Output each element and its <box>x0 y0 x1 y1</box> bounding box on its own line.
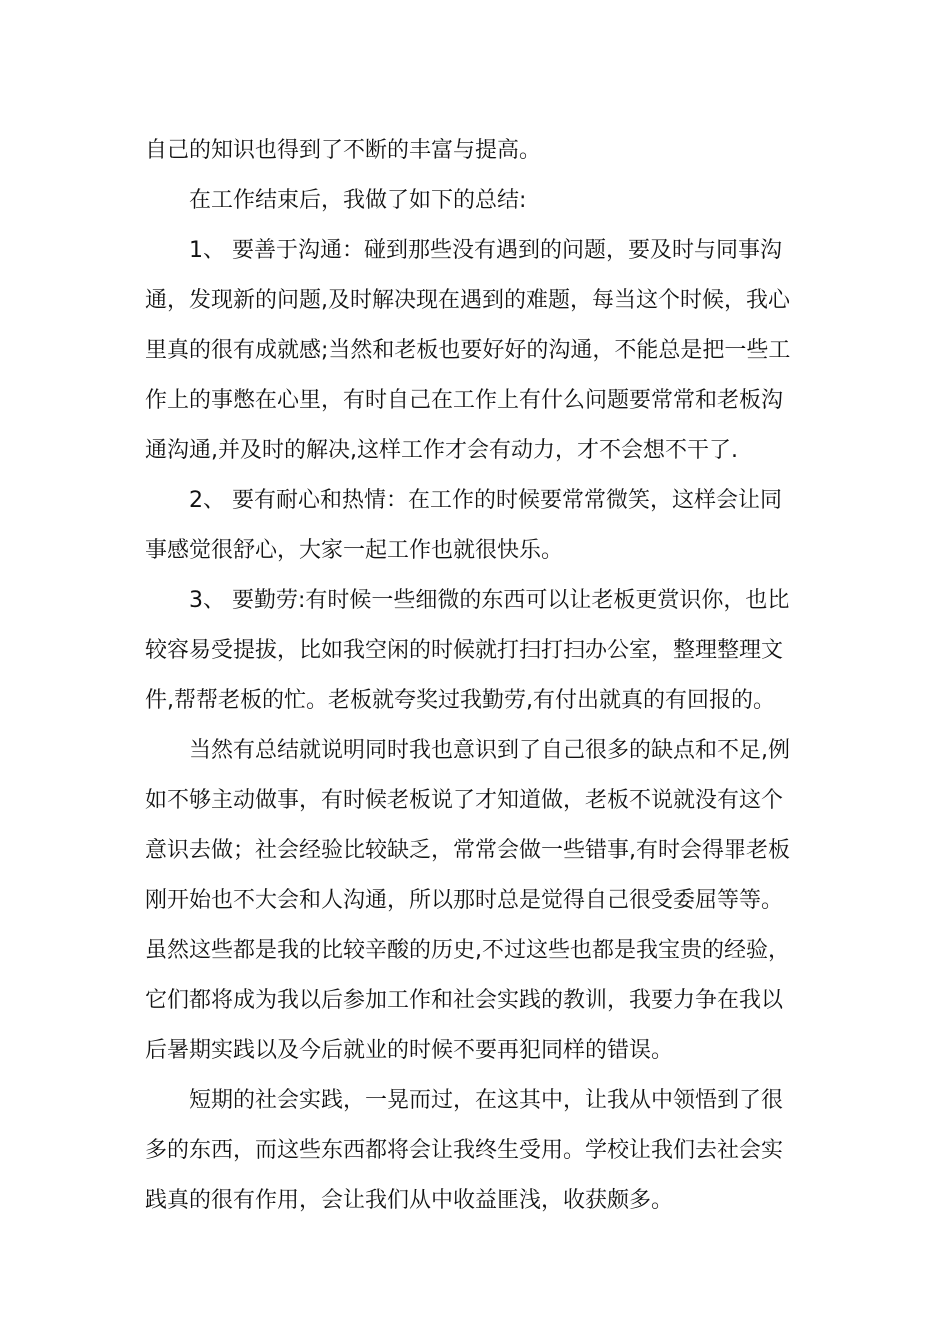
text-line: 如不够主动做事，有时候老板说了才知道做，老板不说就没有这个 <box>145 788 784 813</box>
text-line: 在工作结束后，我做了如下的总结: <box>189 188 527 213</box>
text-line: 短期的社会实践，一晃而过，在这其中，让我从中领悟到了很 <box>189 1088 784 1113</box>
text-line: 通沟通,并及时的解决,这样工作才会有动力，才不会想不干了. <box>145 438 738 463</box>
text-line: 后暑期实践以及今后就业的时候不要再犯同样的错误。 <box>145 1038 674 1063</box>
text-line: 3、 要勤劳:有时候一些细微的东西可以让老板更赏识你，也比 <box>189 588 790 613</box>
text-line: 里真的很有成就感;当然和老板也要好好的沟通，不能总是把一些工 <box>145 338 791 363</box>
text-line: 多的东西，而这些东西都将会让我终生受用。学校让我们去社会实 <box>145 1138 784 1163</box>
text-line: 2、 要有耐心和热情：在工作的时候要常常微笑，这样会让同 <box>189 488 782 513</box>
text-line: 当然有总结就说明同时我也意识到了自己很多的缺点和不足,例 <box>189 738 790 763</box>
text-line: 自己的知识也得到了不断的丰富与提高。 <box>145 138 542 163</box>
text-line: 作上的事憋在心里，有时自己在工作上有什么问题要常常和老板沟 <box>145 388 784 413</box>
text-line: 刚开始也不大会和人沟通，所以那时总是觉得自己很受委屈等等。 <box>145 888 784 913</box>
text-line: 它们都将成为我以后参加工作和社会实践的教训，我要力争在我以 <box>145 988 784 1013</box>
text-line: 通，发现新的问题,及时解决现在遇到的难题，每当这个时候，我心 <box>145 288 790 313</box>
text-line: 件,帮帮老板的忙。老板就夸奖过我勤劳,有付出就真的有回报的。 <box>145 688 775 713</box>
text-line: 事感觉很舒心，大家一起工作也就很快乐。 <box>145 538 564 563</box>
text-line: 虽然这些都是我的比较辛酸的历史,不过这些也都是我宝贵的经验， <box>145 938 790 963</box>
text-line: 较容易受提拔，比如我空闲的时候就打扫打扫办公室，整理整理文 <box>145 638 784 663</box>
text-line: 1、 要善于沟通：碰到那些没有遇到的问题，要及时与同事沟 <box>189 238 782 263</box>
text-line: 意识去做；社会经验比较缺乏，常常会做一些错事,有时会得罪老板 <box>145 838 790 863</box>
text-line: 践真的很有作用，会让我们从中收益匪浅，收获颇多。 <box>145 1188 674 1213</box>
